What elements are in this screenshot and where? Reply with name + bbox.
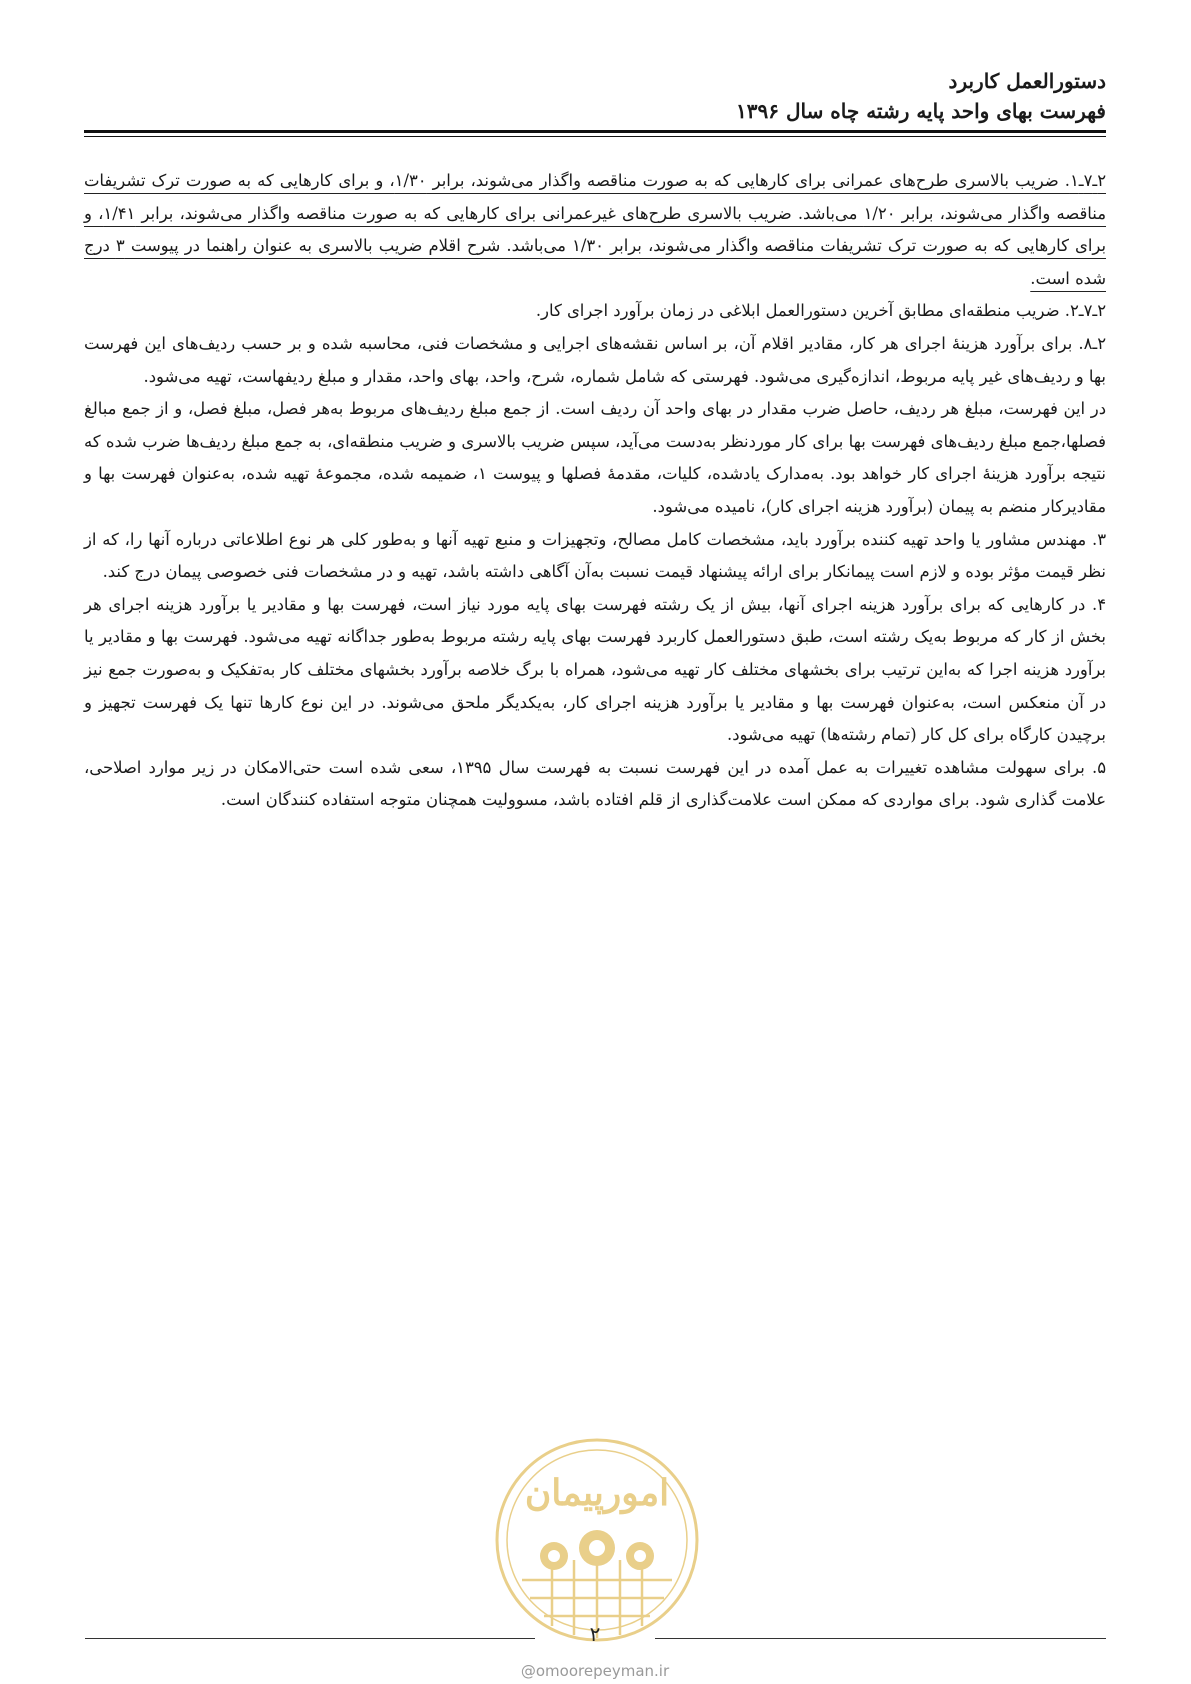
paragraph-2-7-2: ۲ـ۷ـ۲. ضریب منطقه‌ای مطابق آخرین دستورالعمل ابلاغی در زمان برآورد اجرای کار. xyxy=(535,301,1106,321)
footer-website: @omoorepeyman.ir xyxy=(520,1662,670,1680)
paragraph-2-8-continued: در این فهرست، مبلغ هر ردیف، حاصل ضرب مقدار در بهای واحد آن ردیف است. از جمع مبلغ ردیف‌های مربوط به‌هر فصل، مبلغ فصل، و از جمع مبالغ فصلها،جمع مبلغ ردیف‌های فهرست بها برای کار موردنظر به‌دست می‌آید، سپس ضریب بالاسری و ضریب منطقه‌ای، به جمع مبلغ ردیف‌ها ضرب شده که نتیجه برآورد هزینهٔ اجرای کار خواهد بود. به‌مدارک یادشده، کلیات، مقدمهٔ فصلها و پیوست ۱، ضمیمه شده، مجموعهٔ تهیه شده، به‌عنوان فهرست بها و مقادیرکار منضم به پیمان (برآورد هزینه اجرای کار)، نامیده می‌شود. xyxy=(84,399,1106,516)
seal-text: امورپیمان xyxy=(524,1472,670,1514)
paragraph-4: ۴. در کارهایی که برای برآورد هزینه اجرای آنها، بیش از یک رشته فهرست بهای پایه مورد نیاز است، فهرست بها و مقادیر یا برآورد هزینه اجرای هر بخش از کار که مربوط به‌یک رشته است، طبق دستورالعمل کاربرد فهرست بهای پایه رشته مربوط به‌طور جداگانه تهیه می‌شود. فهرست بها و مقادیر یا برآورد هزینه اجرا که به‌این ترتیب برای بخشهای مختلف کار تهیه می‌شود، همراه با برگ خلاصه برآورد بخشهای مختلف کار به‌تفکیک و به‌صورت جمع نیز در آن منعکس است، به‌عنوان فهرست بها و مقادیر یا برآورد هزینه اجرای کار، به‌یکدیگر ملحق می‌شوند. در این نوع کارها تنها یک فهرست تجهیز و برچیدن کارگاه برای کل کار (تمام رشته‌ها) تهیه می‌شود. xyxy=(84,594,1106,745)
paragraph-5: ۵. برای سهولت مشاهده تغییرات به عمل آمده در این فهرست نسبت به فهرست سال ۱۳۹۵، سعی شده است حتی‌الامکان در زیر موارد اصلاحی، علامت گذاری شود. برای مواردی که ممکن است علامت‌گذاری از قلم افتاده باشد، مسوولیت همچنان متوجه استفاده کنندگان است. xyxy=(84,757,1106,810)
paragraph-text: ۲ـ۷ـ۱. ضریب بالاسری طرح‌های عمرانی برای کارهایی که به صورت مناقصه واگذار می‌شوند، برابر ۱/۳۰، و برای کارهایی که به صورت ترک تشریفات مناقصه واگذار می‌شوند، برابر ۱/۲۰ می‌باشد. ضریب بالاسری طرح‌های غیرعمرانی برای کارهایی که به صورت مناقصه واگذار می‌شوند، برابر ۱/۴۱، و برای کارهایی که به صورت ترک تشریفات مناقصه واگذار می‌شوند، برابر ۱/۳۰ می‌باشد. شرح اقلام ضریب بالاسری به عنوان راهنما در پیوست ۳ درج شده است. xyxy=(84,171,1107,288)
header-rule-thin xyxy=(84,136,1106,137)
footer-rule-left xyxy=(85,1638,535,1639)
paragraph-3: ۳. مهندس مشاور یا واحد تهیه کننده برآورد باید، مشخصات کامل مصالح، وتجهیزات و منبع تهیه آنها و به‌طور کلی هر نوع اطلاعاتی درباره آنها را، که از نظر قیمت مؤثر بوده و لازم است پیمانکار برای ارائه پیشنهاد قیمت نسبت به‌آن آگاهی داشته باشد، تهیه و در مشخصات فنی خصوصی پیمان درج کند. xyxy=(84,529,1106,582)
paragraph-2-8: ۲ـ۸. برای برآورد هزینهٔ اجرای هر کار، مقادیر اقلام آن، بر اساس نقشه‌های اجرایی و مشخصات فنی، محاسبه شده و بر حسب ردیف‌های این فهرست بها و ردیف‌های غیر پایه مربوط، اندازه‌گیری می‌شود. فهرستی که شامل شماره، شرح، واحد، بهای واحد، مقدار و مبلغ ردیفهاست، تهیه می‌شود. xyxy=(84,333,1106,386)
page-header xyxy=(84,66,1106,126)
header-title: دستورالعمل کاربرد xyxy=(948,69,1106,93)
body-text xyxy=(84,165,1106,817)
header-subtitle: فهرست بهای واحد پایه رشته چاه سال ۱۳۹۶ xyxy=(736,99,1106,123)
paragraph-2-7-1 xyxy=(84,165,1106,295)
footer-rule-right xyxy=(655,1638,1106,1639)
header-rule-thick xyxy=(84,130,1106,133)
page-number: ۲ xyxy=(589,1622,601,1646)
